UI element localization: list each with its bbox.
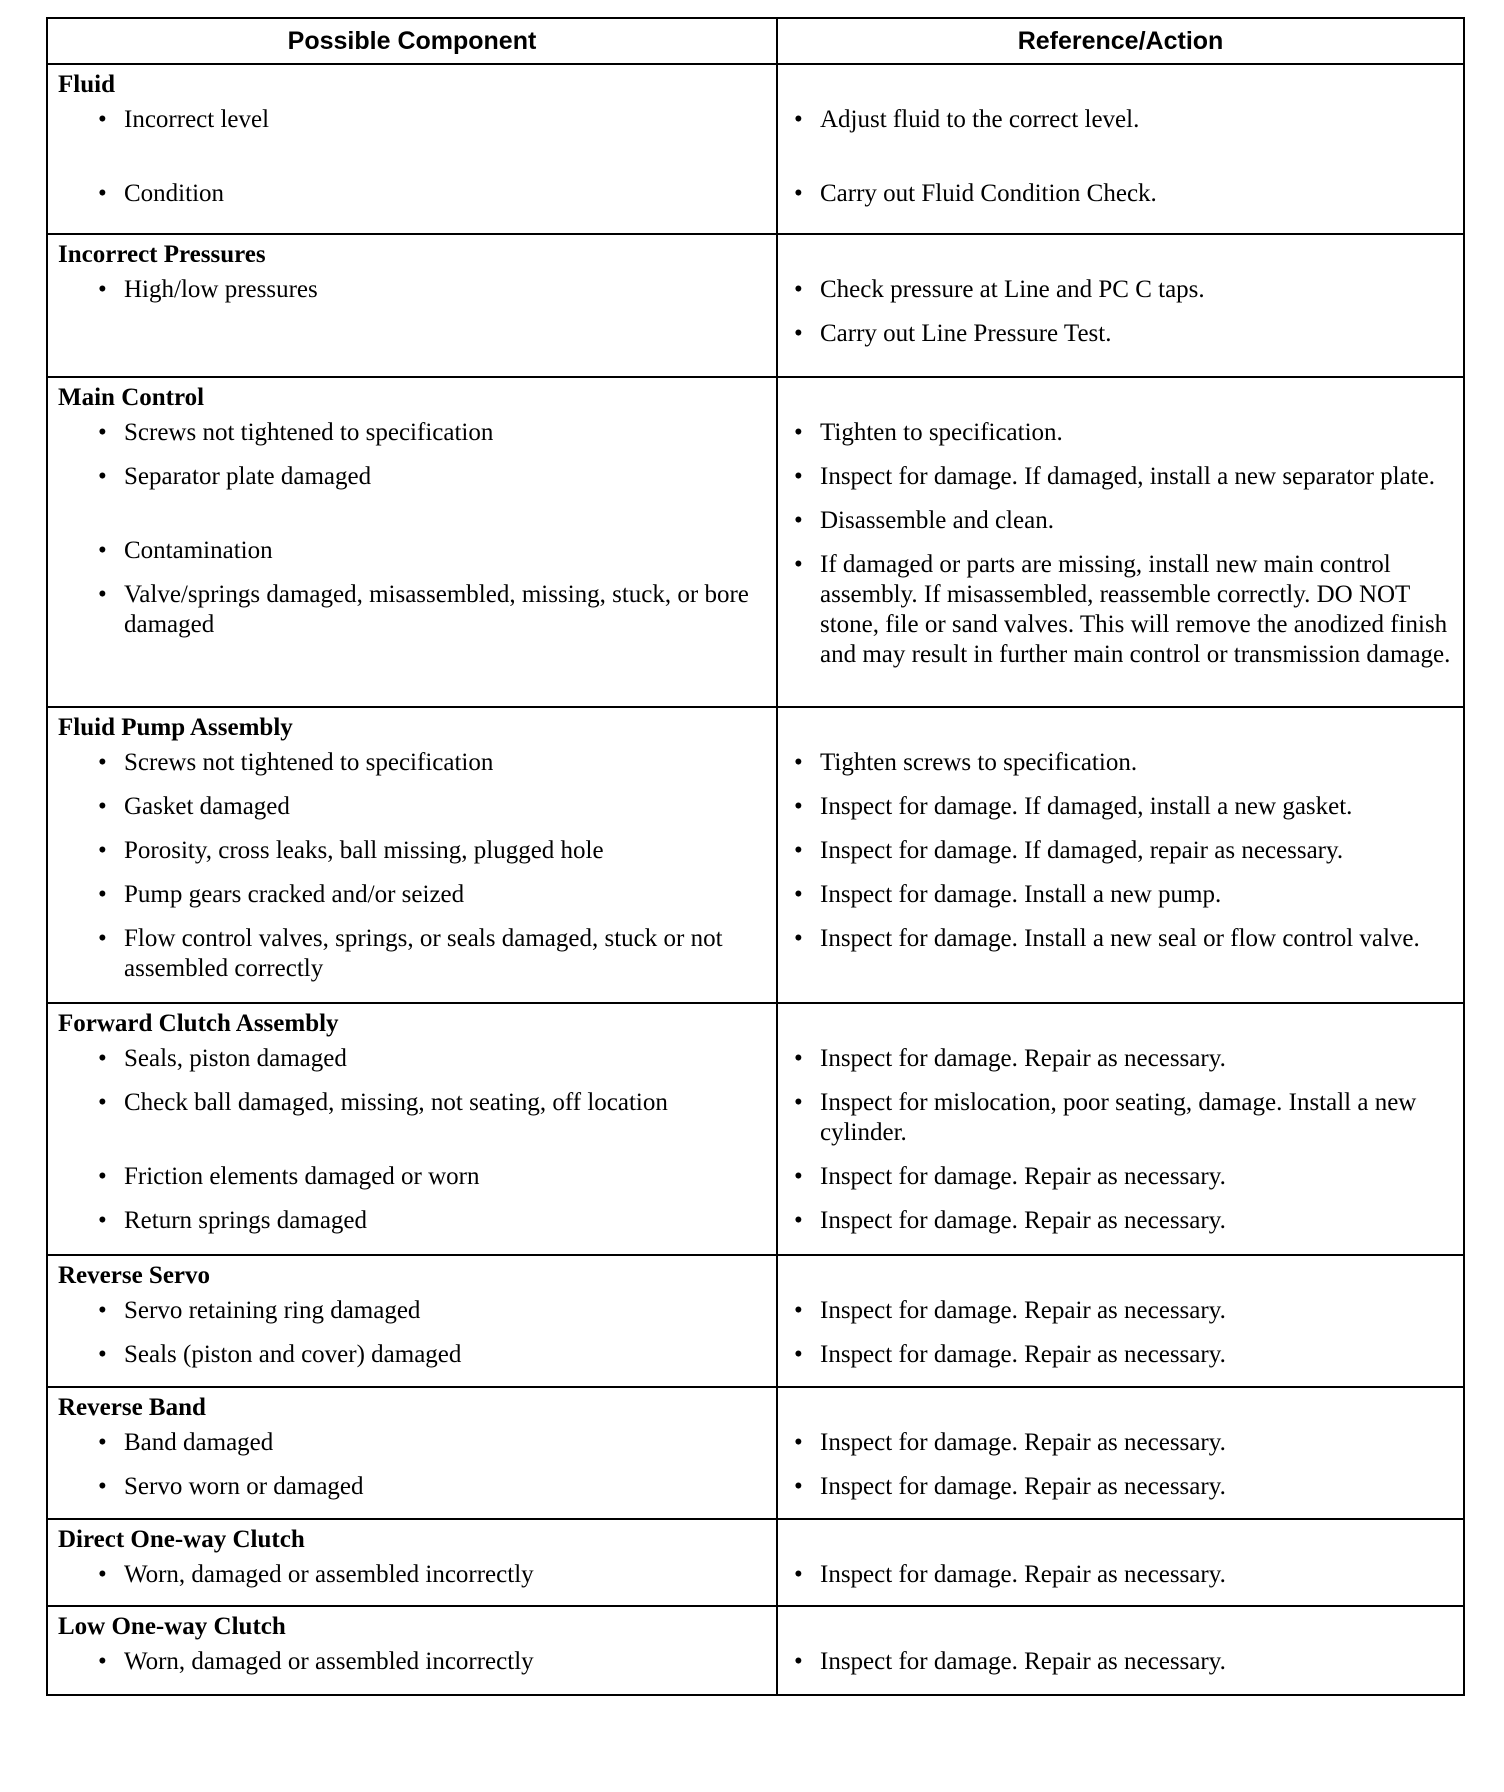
bullet-icon: • [98, 881, 107, 908]
section-title: Reverse Band [58, 1394, 206, 1421]
component-item: • Worn, damaged or assembled incorrectly [98, 1561, 534, 1588]
action-item: • Inspect for damage. Install a new seal or flow control valve. [794, 925, 1420, 952]
component-item: • Servo retaining ring damaged [98, 1297, 421, 1324]
component-item: • Flow control valves, springs, or seals damaged, stuck or not assembled correctly [98, 925, 723, 982]
bullet-icon: • [794, 837, 803, 864]
bullet-icon: • [794, 551, 803, 578]
component-item: • Pump gears cracked and/or seized [98, 881, 465, 908]
bullet-icon: • [98, 537, 107, 564]
bullet-icon: • [794, 1207, 803, 1234]
bullet-icon: • [794, 419, 803, 446]
bullet-icon: • [794, 106, 803, 133]
bullet-icon: • [98, 581, 107, 608]
bullet-icon: • [794, 793, 803, 820]
bullet-icon: • [98, 793, 107, 820]
component-item: • Screws not tightened to specification [98, 419, 494, 446]
bullet-icon: • [98, 1163, 107, 1190]
action-item: • Carry out Line Pressure Test. [794, 320, 1112, 347]
action-item: • Inspect for damage. Repair as necessary. [794, 1341, 1226, 1368]
action-item: • Inspect for damage. Repair as necessary. [794, 1163, 1226, 1190]
bullet-icon: • [98, 1561, 107, 1588]
action-item: • Inspect for damage. Install a new pump. [794, 881, 1222, 908]
action-item: • Disassemble and clean. [794, 507, 1054, 534]
bullet-icon: • [794, 881, 803, 908]
action-item: • Inspect for damage. Repair as necessary. [794, 1473, 1226, 1500]
action-item: • Inspect for damage. If damaged, install a new separator plate. [794, 463, 1436, 490]
action-item: • Inspect for damage. Repair as necessary. [794, 1561, 1226, 1588]
bullet-icon: • [794, 276, 803, 303]
action-item: • Inspect for damage. Repair as necessary. [794, 1429, 1226, 1456]
section-forward-clutch-assembly [48, 1004, 1463, 1256]
section-title: Reverse Servo [58, 1262, 211, 1289]
bullet-icon: • [98, 1045, 107, 1072]
header-possible-component: Possible Component [48, 19, 778, 63]
bullet-icon: • [98, 837, 107, 864]
bullet-icon: • [794, 1429, 803, 1456]
bullet-icon: • [794, 925, 803, 952]
bullet-icon: • [98, 1648, 107, 1675]
component-item: • Condition [98, 180, 225, 207]
section-incorrect-pressures [48, 235, 1463, 378]
section-title: Main Control [58, 384, 205, 411]
bullet-icon: • [98, 1341, 107, 1368]
action-item: • If damaged or parts are missing, install new main control assembly. If misassembled, reassemble correctly. DO NOT stone, file or sand valves. This will remove the anodized finish and may result in further main control or transmission damage. [794, 551, 1451, 668]
component-item: • Return springs damaged [98, 1207, 368, 1234]
bullet-icon: • [794, 180, 803, 207]
diagnosis-table [46, 17, 1465, 1696]
bullet-icon: • [794, 1089, 803, 1116]
component-item: • Screws not tightened to specification [98, 749, 494, 776]
bullet-icon: • [98, 749, 107, 776]
bullet-icon: • [98, 925, 107, 952]
bullet-icon: • [794, 1473, 803, 1500]
component-item: • Worn, damaged or assembled incorrectly [98, 1648, 534, 1675]
action-item: • Inspect for damage. If damaged, install a new gasket. [794, 793, 1353, 820]
action-item: • Inspect for damage. Repair as necessary. [794, 1207, 1226, 1234]
bullet-icon: • [98, 1473, 107, 1500]
bullet-icon: • [794, 320, 803, 347]
section-main-control [48, 378, 1463, 708]
action-item: • Inspect for mislocation, poor seating, damage. Install a new cylinder. [794, 1089, 1417, 1146]
component-item: • Band damaged [98, 1429, 274, 1456]
bullet-icon: • [794, 1648, 803, 1675]
component-item: • Seals (piston and cover) damaged [98, 1341, 462, 1368]
component-item: • High/low pressures [98, 276, 318, 303]
action-item: • Tighten to specification. [794, 419, 1063, 446]
table-header [48, 19, 1463, 65]
section-title: Low One-way Clutch [58, 1613, 286, 1640]
component-item: • Porosity, cross leaks, ball missing, plugged hole [98, 837, 604, 864]
component-item: • Contamination [98, 537, 273, 564]
component-item: • Gasket damaged [98, 793, 290, 820]
action-item: • Check pressure at Line and PC C taps. [794, 276, 1205, 303]
action-item: • Tighten screws to specification. [794, 749, 1138, 776]
section-title: Fluid Pump Assembly [58, 714, 293, 741]
component-item: • Separator plate damaged [98, 463, 372, 490]
component-item: • Servo worn or damaged [98, 1473, 364, 1500]
section-reverse-band [48, 1388, 1463, 1520]
section-reverse-servo [48, 1256, 1463, 1388]
section-title: Fluid [58, 71, 115, 98]
action-item: • Adjust fluid to the correct level. [794, 106, 1140, 133]
component-item: • Friction elements damaged or worn [98, 1163, 480, 1190]
bullet-icon: • [794, 1045, 803, 1072]
bullet-icon: • [794, 1163, 803, 1190]
bullet-icon: • [794, 749, 803, 776]
bullet-icon: • [98, 276, 107, 303]
action-item: • Inspect for damage. Repair as necessary. [794, 1297, 1226, 1324]
bullet-icon: • [794, 1297, 803, 1324]
bullet-icon: • [98, 1207, 107, 1234]
bullet-icon: • [794, 507, 803, 534]
component-item: • Seals, piston damaged [98, 1045, 347, 1072]
action-item: • Inspect for damage. If damaged, repair as necessary. [794, 837, 1344, 864]
header-reference-action: Reference/Action [1017, 26, 1224, 55]
section-fluid [48, 65, 1463, 235]
action-item: • Inspect for damage. Repair as necessary. [794, 1648, 1226, 1675]
section-low-one-way-clutch [48, 1607, 1463, 1694]
bullet-icon: • [98, 1089, 107, 1116]
bullet-icon: • [794, 1561, 803, 1588]
component-item: • Valve/springs damaged, misassembled, missing, stuck, or bore damaged [98, 581, 749, 638]
section-direct-one-way-clutch [48, 1520, 1463, 1607]
bullet-icon: • [98, 1297, 107, 1324]
bullet-icon: • [794, 463, 803, 490]
bullet-icon: • [98, 180, 107, 207]
bullet-icon: • [98, 463, 107, 490]
component-item: • Check ball damaged, missing, not seating, off location [98, 1089, 668, 1116]
bullet-icon: • [98, 1429, 107, 1456]
section-title: Incorrect Pressures [58, 241, 266, 268]
bullet-icon: • [794, 1341, 803, 1368]
action-item: • Carry out Fluid Condition Check. [794, 180, 1157, 207]
bullet-icon: • [98, 419, 107, 446]
component-item: • Incorrect level [98, 106, 270, 133]
action-item: • Inspect for damage. Repair as necessary. [794, 1045, 1226, 1072]
bullet-icon: • [98, 106, 107, 133]
section-fluid-pump-assembly [48, 708, 1463, 1004]
section-title: Forward Clutch Assembly [58, 1010, 339, 1037]
section-title: Direct One-way Clutch [58, 1526, 305, 1553]
